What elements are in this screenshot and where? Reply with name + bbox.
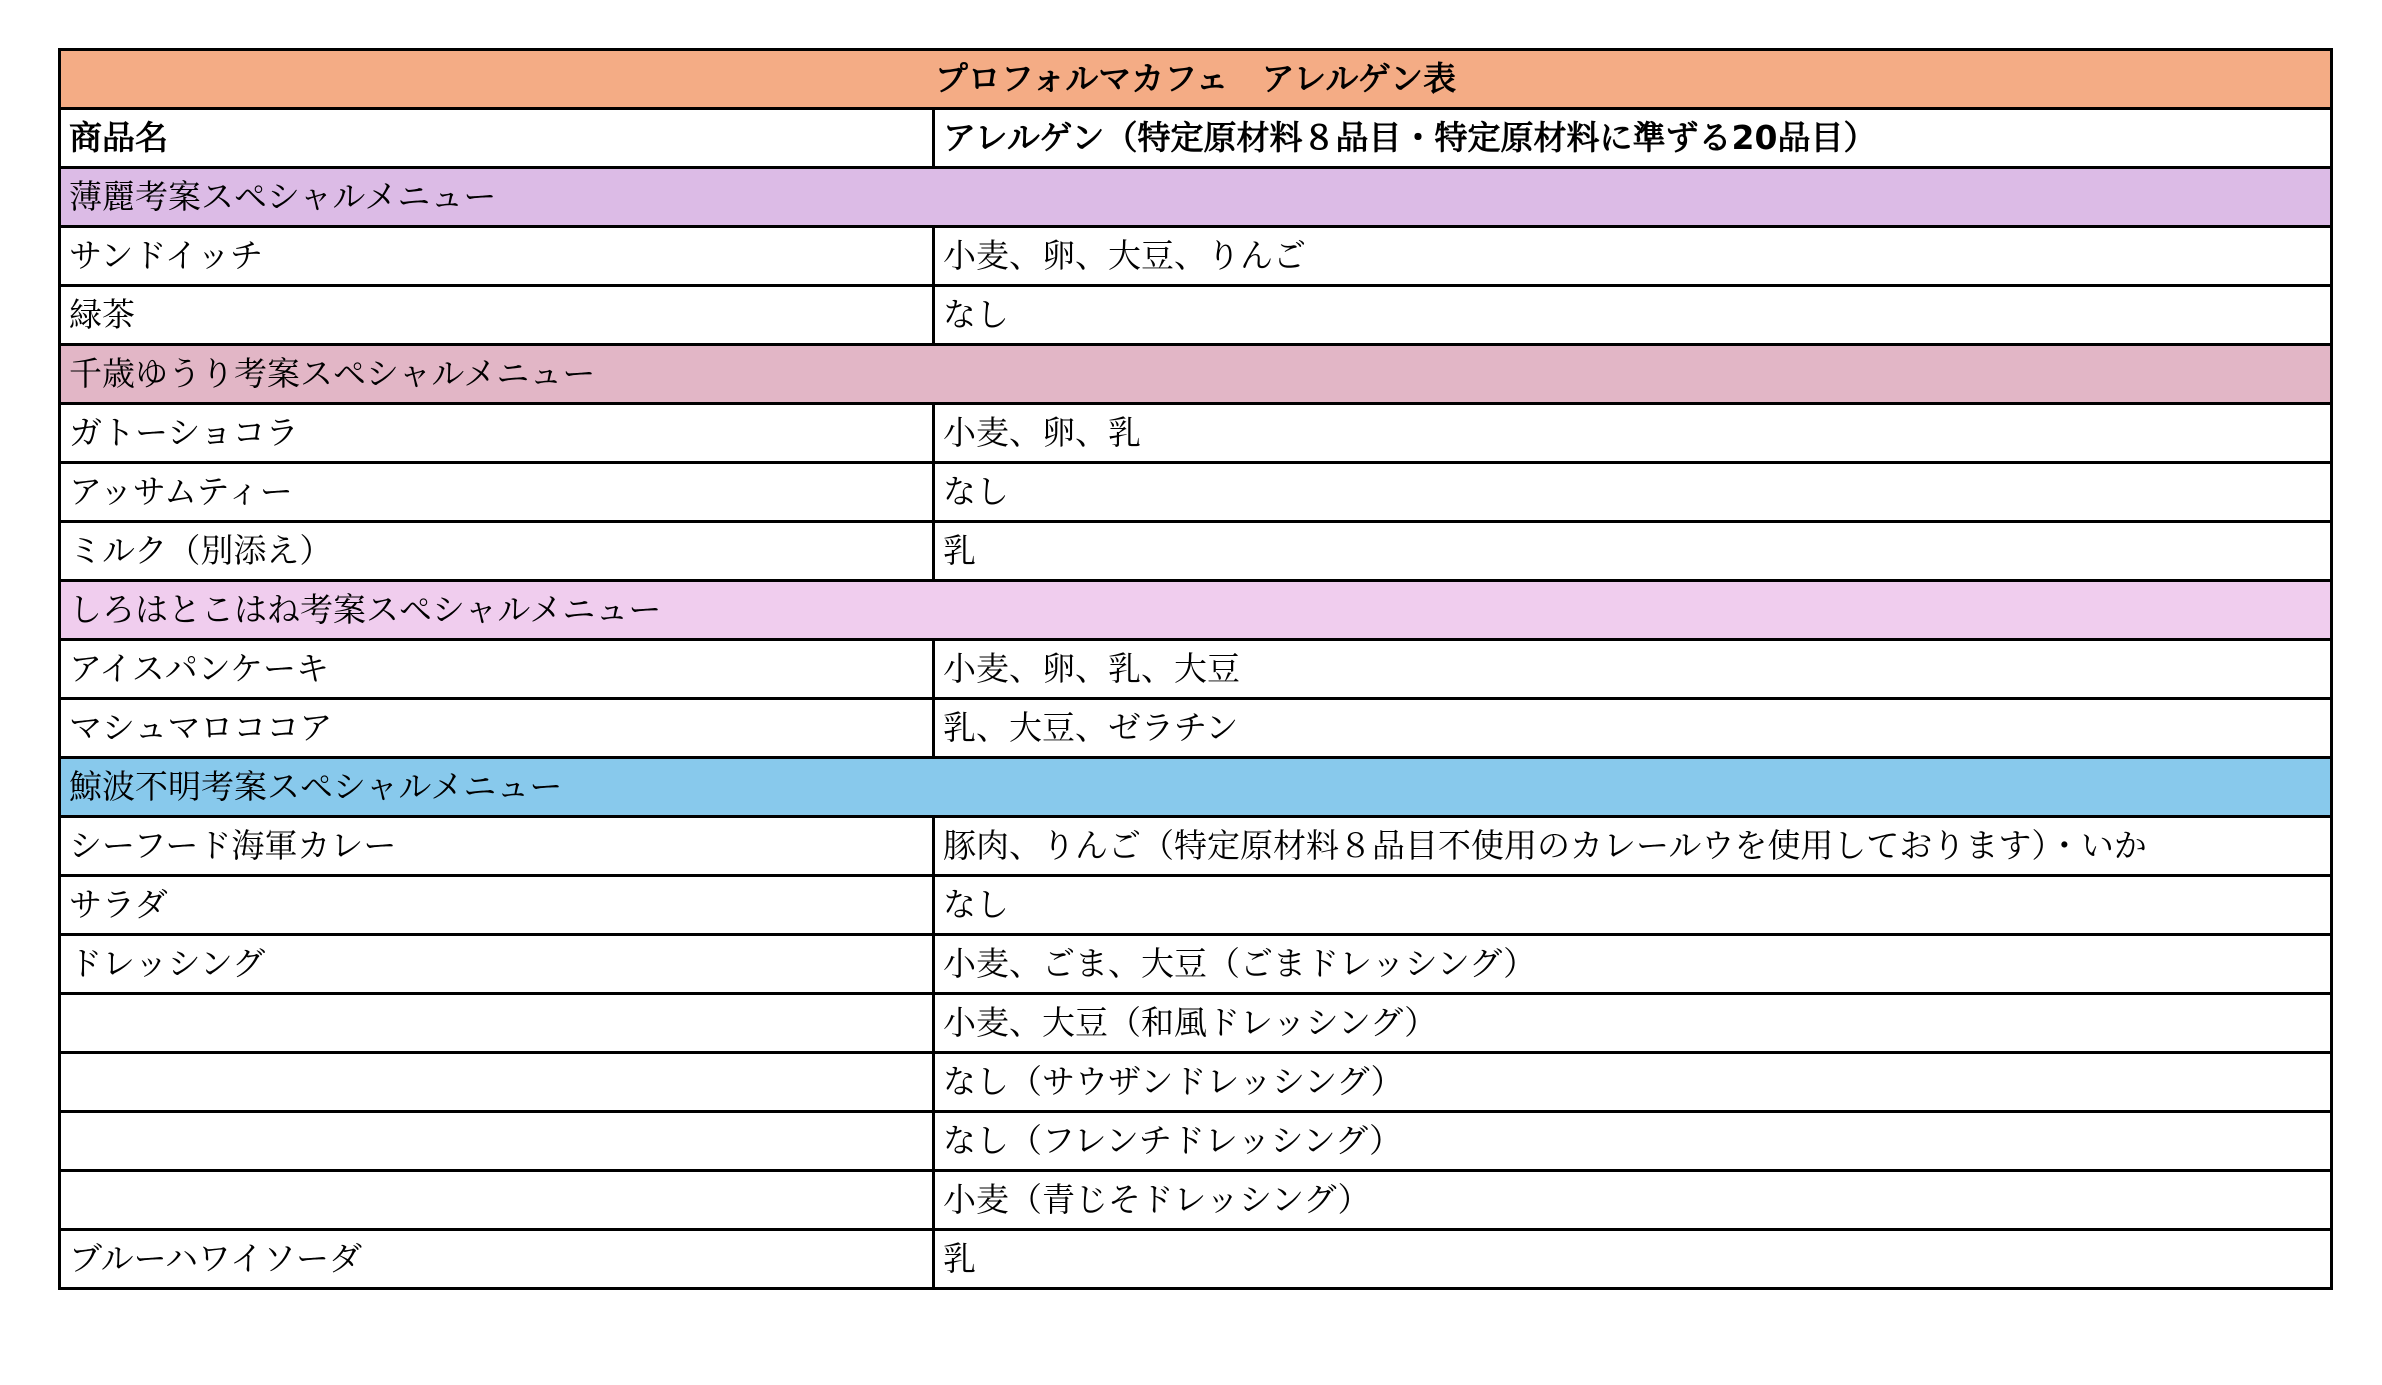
section-title: しろはとこはね考案スペシャルメニュー <box>60 581 2332 640</box>
title-row <box>60 50 2332 109</box>
section-title: 千歳ゆうり考案スペシャルメニュー <box>60 345 2332 404</box>
section-row-chitose <box>60 345 2332 404</box>
product-name-cell <box>60 1053 934 1112</box>
allergen-cell: なし <box>934 876 2332 935</box>
section-row-hakuri <box>60 168 2332 227</box>
product-name-cell: ガトーショコラ <box>60 404 934 463</box>
table-row <box>60 1112 2332 1171</box>
product-name-cell: サンドイッチ <box>60 227 934 286</box>
allergen-cell: 小麦、卵、大豆、りんご <box>934 227 2332 286</box>
table-row <box>60 935 2332 994</box>
allergen-cell: 乳、大豆、ゼラチン <box>934 699 2332 758</box>
header-product-name: 商品名 <box>60 109 934 168</box>
product-name-cell: シーフード海軍カレー <box>60 817 934 876</box>
allergen-cell: なし <box>934 286 2332 345</box>
table-row <box>60 286 2332 345</box>
allergen-table <box>58 48 2333 1290</box>
table-row <box>60 404 2332 463</box>
allergen-cell: 乳 <box>934 1230 2332 1289</box>
table-row <box>60 463 2332 522</box>
product-name-cell: ドレッシング <box>60 935 934 994</box>
table-row <box>60 1230 2332 1289</box>
table-row <box>60 227 2332 286</box>
allergen-cell: 小麦、大豆（和風ドレッシング） <box>934 994 2332 1053</box>
allergen-cell: なし（フレンチドレッシング） <box>934 1112 2332 1171</box>
allergen-cell: 小麦、卵、乳 <box>934 404 2332 463</box>
product-name-cell: アッサムティー <box>60 463 934 522</box>
allergen-cell: なし（サウザンドレッシング） <box>934 1053 2332 1112</box>
header-allergen: アレルゲン（特定原材料８品目・特定原材料に準ずる20品目） <box>934 109 2332 168</box>
section-title: 鯨波不明考案スペシャルメニュー <box>60 758 2332 817</box>
allergen-cell: 小麦（青じそドレッシング） <box>934 1171 2332 1230</box>
product-name-cell: マシュマロココア <box>60 699 934 758</box>
product-name-cell <box>60 1171 934 1230</box>
table-row <box>60 1171 2332 1230</box>
allergen-sheet <box>58 48 2330 1290</box>
table-row <box>60 994 2332 1053</box>
allergen-cell: 豚肉、りんご（特定原材料８品目不使用のカレールウを使用しております）・いか <box>934 817 2332 876</box>
table-row <box>60 1053 2332 1112</box>
section-title: 薄麗考案スペシャルメニュー <box>60 168 2332 227</box>
table-title: プロフォルマカフェ アレルゲン表 <box>60 50 2332 109</box>
product-name-cell: アイスパンケーキ <box>60 640 934 699</box>
table-row <box>60 522 2332 581</box>
table-row <box>60 876 2332 935</box>
product-name-cell: ブルーハワイソーダ <box>60 1230 934 1289</box>
allergen-cell: 小麦、ごま、大豆（ごまドレッシング） <box>934 935 2332 994</box>
section-row-shirohato <box>60 581 2332 640</box>
product-name-cell <box>60 994 934 1053</box>
table-row <box>60 817 2332 876</box>
section-row-kujiranami <box>60 758 2332 817</box>
table-row <box>60 699 2332 758</box>
allergen-cell: 小麦、卵、乳、大豆 <box>934 640 2332 699</box>
header-row <box>60 109 2332 168</box>
table-row <box>60 640 2332 699</box>
allergen-cell: 乳 <box>934 522 2332 581</box>
product-name-cell: 緑茶 <box>60 286 934 345</box>
product-name-cell: ミルク（別添え） <box>60 522 934 581</box>
allergen-cell: なし <box>934 463 2332 522</box>
product-name-cell: サラダ <box>60 876 934 935</box>
product-name-cell <box>60 1112 934 1171</box>
